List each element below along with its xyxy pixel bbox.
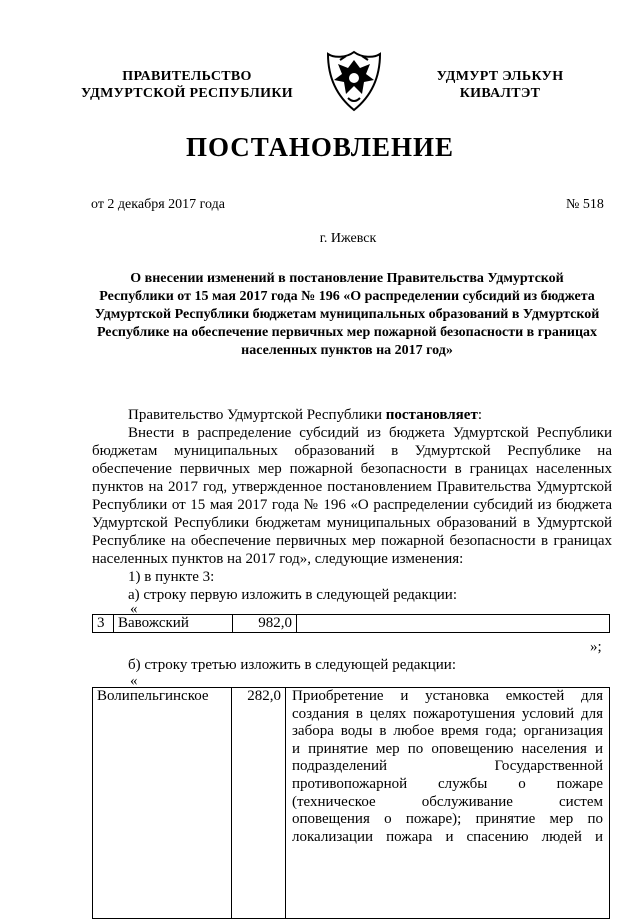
desc-line: подразделений Государственной — [292, 758, 603, 775]
udmurt-coat-of-arms-icon — [326, 50, 382, 112]
desc-line: Приобретение и установка емкостей для — [292, 688, 603, 704]
replacement-row-table-2 — [92, 687, 610, 919]
replacement-row-table-1 — [92, 614, 610, 633]
row-number-cell: 3 — [93, 615, 114, 633]
body-line: обеспечение первичных мер пожарной безопасности в границах населенных — [92, 461, 612, 477]
close-quote: »; — [590, 639, 602, 655]
municipality-cell: Волипельгинское — [93, 688, 232, 919]
header-line: УДМУРТ ЭЛЬКУН — [436, 69, 564, 84]
table-row — [93, 688, 610, 919]
desc-line: забора воды в любое время года; организация — [292, 723, 603, 740]
government-header-udm — [400, 68, 600, 102]
open-quote: « — [130, 673, 138, 689]
description-cell — [286, 688, 610, 919]
row3-instruction: б) строку третью изложить в следующей редакции: — [128, 657, 456, 673]
desc-line: и принятие мер по оповещению населения и — [292, 740, 603, 757]
body-line: Республике на обеспечение первичных мер пожарной безопасности в границах — [92, 533, 612, 549]
body-line: Внести в распределение субсидий из бюджета Удмуртской Республики — [128, 425, 612, 441]
header-line: КИВАЛТЭТ — [459, 86, 541, 101]
point-3: 1) в пункте 3: — [128, 569, 215, 585]
open-quote: « — [130, 601, 138, 617]
municipality-cell: Вавожский — [114, 615, 233, 633]
desc-line: создания в целях пожаротушения условий для — [292, 705, 603, 722]
intro-verb: постановляет — [385, 407, 478, 423]
row1-instruction: а) строку первую изложить в следующей редакции: — [128, 587, 457, 603]
document-date: от 2 декабря 2017 года — [91, 197, 225, 212]
header-line: ПРАВИТЕЛЬСТВО — [122, 69, 252, 84]
desc-line: (техническое обслуживание систем — [292, 793, 603, 810]
body-paragraph — [92, 424, 612, 568]
description-cell — [297, 615, 610, 633]
body-line: Республики от 15 мая 2017 года № 196 «О распределении субсидий из бюджета — [92, 497, 612, 513]
desc-line: оповещения о пожаре); принятие мер по — [292, 811, 603, 828]
intro-prefix: Правительство Удмуртской Республики — [128, 407, 386, 423]
amount-cell: 982,0 — [233, 615, 297, 633]
document-number: № 518 — [566, 197, 604, 212]
desc-line: локализации пожара и спасению людей и — [292, 828, 603, 845]
government-header-ru — [62, 68, 312, 102]
header-line: УДМУРТСКОЙ РЕСПУБЛИКИ — [81, 86, 293, 101]
body-line: пунктов на 2017 год, утвержденное постановлением Правительства Удмуртской — [92, 479, 612, 495]
body-line: населенных пунктов на 2017 год», следующие изменения: — [92, 551, 464, 567]
intro-paragraph — [128, 406, 482, 424]
body-line: бюджетам муниципальных образований в Удмуртской Республике на — [92, 443, 612, 459]
document-subject: О внесении изменений в постановление Правительства Удмуртской Республики от 15 мая 2017 года № 196 «О распределении субсидий из бюджета Удмуртской Республики бюджетам муниципальных образований в Удмуртской Республике на обеспечение первичных мер пожарной безопасности в границах населенных пунктов на 2017 год» — [94, 271, 600, 358]
intro-suffix: : — [477, 407, 482, 423]
document-title: ПОСТАНОВЛЕНИЕ — [185, 132, 455, 162]
amount-cell: 282,0 — [232, 688, 286, 919]
table-row — [93, 615, 610, 633]
document-city: г. Ижевск — [319, 231, 377, 246]
body-line: Удмуртской Республики бюджетам муниципальных образований в Удмуртской — [92, 515, 612, 531]
desc-line: противопожарной службы о пожаре — [292, 775, 603, 792]
